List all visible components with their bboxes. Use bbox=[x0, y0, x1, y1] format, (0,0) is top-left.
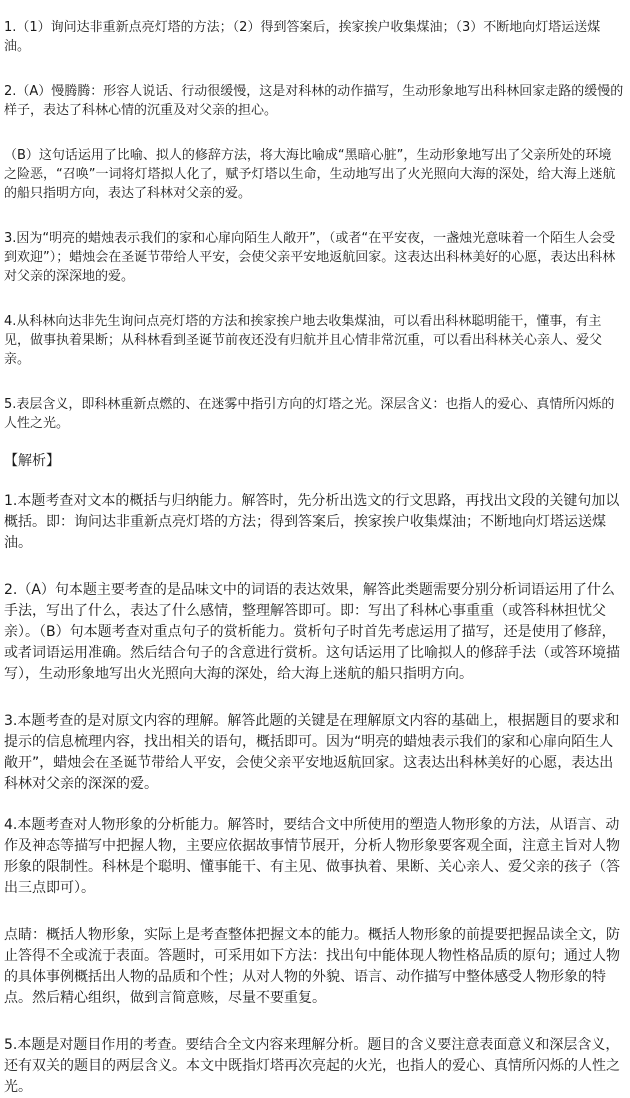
answer-3: 3.因为“明亮的蜡烛表示我们的家和心扉向陌生人敞开”，（或者“在平安夜，一盏烛光意味着一个陌生人会受到欢迎”）；蜡烛会在圣诞节带给人平安，会使父亲平安地返航回家。这表达出科林美好的心愿，表达出科林对父亲的深深地的爱。 bbox=[4, 231, 616, 284]
answer-5: 5.表层含义，即科林重新点燃的、在迷雾中指引方向的灯塔之光。深层含义：也指人的爱心、真情所闪烁的人性之光。 bbox=[4, 397, 615, 431]
analysis-4: 4.本题考查对人物形象的分析能力。解答时，要结合文中所使用的塑造人物形象的方法，从语言、动作及神态等描写中把握人物，主要应依据故事情节展开，分析人物形象要客观全面，注意主旨对人物形象的限制性。科林是个聪明、懂事能干、有主见、做事执着、果断、关心亲人、爱父亲的孩子（答出三点即可）。 bbox=[4, 817, 620, 896]
analysis-2: 2.（A）句本题主要考查的是品味文中的词语的表达效果，解答此类题需要分别分析词语运用了什么手法，写出了什么，表达了什么感情，整理解答即可。即：写出了科林心事重重（或答科林担忧父亲）。（B）句本题考查对重点句子的赏析能力。赏析句子时首先考虑运用了描写，还是使用了修辞，或者词语运用准确。然后结合句子的含意进行赏析。这句话运用了比喻拟人的修辞手法（或答环境描写），生动形象地写出火光照向大海的深处，给大海上迷航的船只指明方向。 bbox=[4, 582, 620, 682]
analysis-5: 5.本题是对题目作用的考查。要结合全文内容来理解分析。题目的含义要注意表面意义和深层含义，还有双关的题目的两层含义。本文中既指灯塔再次亮起的火光，也指人的爱心、真情所闪烁的人性之光。 bbox=[4, 1037, 620, 1095]
analysis-4-note: 点睛：概括人物形象，实际上是考查整体把握文本的能力。概括人物形象的前提要把握品读全文，防止答得不全或流于表面。答题时，可采用如下方法：找出句中能体现人物性格品质的原句；通过人物的具体事例概括出人物的品质和个性；从对人物的外貌、语言、动作描写中整体感受人物形象的特点。然后精心组织，做到言简意赅，尽量不要重复。 bbox=[4, 927, 620, 1006]
analysis-heading: 【解析】 bbox=[4, 453, 60, 469]
answer-2b: （B）这句话运用了比喻、拟人的修辞方法，将大海比喻成“黑暗心脏”，生动形象地写出了父亲所处的环境之险恶，“召唤”一词将灯塔拟人化了，赋予灯塔以生命，生动地写出了火光照向大海的深处，给大海上迷航的船只指明方向，表达了科林对父亲的爱。 bbox=[4, 148, 616, 201]
analysis-3: 3.本题考查的是对原文内容的理解。解答此题的关键是在理解原文内容的基础上，根据题目的要求和提示的信息梳理内容，找出相关的语句，概括即可。因为“明亮的蜡烛表示我们的家和心扉向陌生人敞开”，蜡烛会在圣诞节带给人平安，会使父亲平安地返航回家。这表达出科林美好的心愿，表达出科林对父亲的深深的爱。 bbox=[4, 713, 620, 792]
answer-2a: 2.（A）慢腾腾：形容人说话、行动很缓慢，这是对科林的动作描写，生动形象地写出科林回家走路的缓慢的样子，表达了科林心情的沉重及对父亲的担心。 bbox=[4, 84, 624, 118]
analysis-1: 1.本题考查对文本的概括与归纳能力。解答时，先分析出选文的行文思路，再找出文段的关键句加以概括。即：询问达非重新点亮灯塔的方法；得到答案后，挨家挨户收集煤油；不断地向灯塔运送煤油。 bbox=[4, 493, 620, 551]
answer-1: 1.（1）询问达非重新点亮灯塔的方法；（2）得到答案后，挨家挨户收集煤油；（3）不断地向灯塔运送煤油。 bbox=[4, 20, 601, 54]
answer-4: 4.从科林向达非先生询问点亮灯塔的方法和挨家挨户地去收集煤油，可以看出科林聪明能干，懂事，有主见，做事执着果断；从科林看到圣诞节前夜还没有归航并且心情非常沉重，可以看出科林关心亲人、爱父亲。 bbox=[4, 314, 603, 367]
